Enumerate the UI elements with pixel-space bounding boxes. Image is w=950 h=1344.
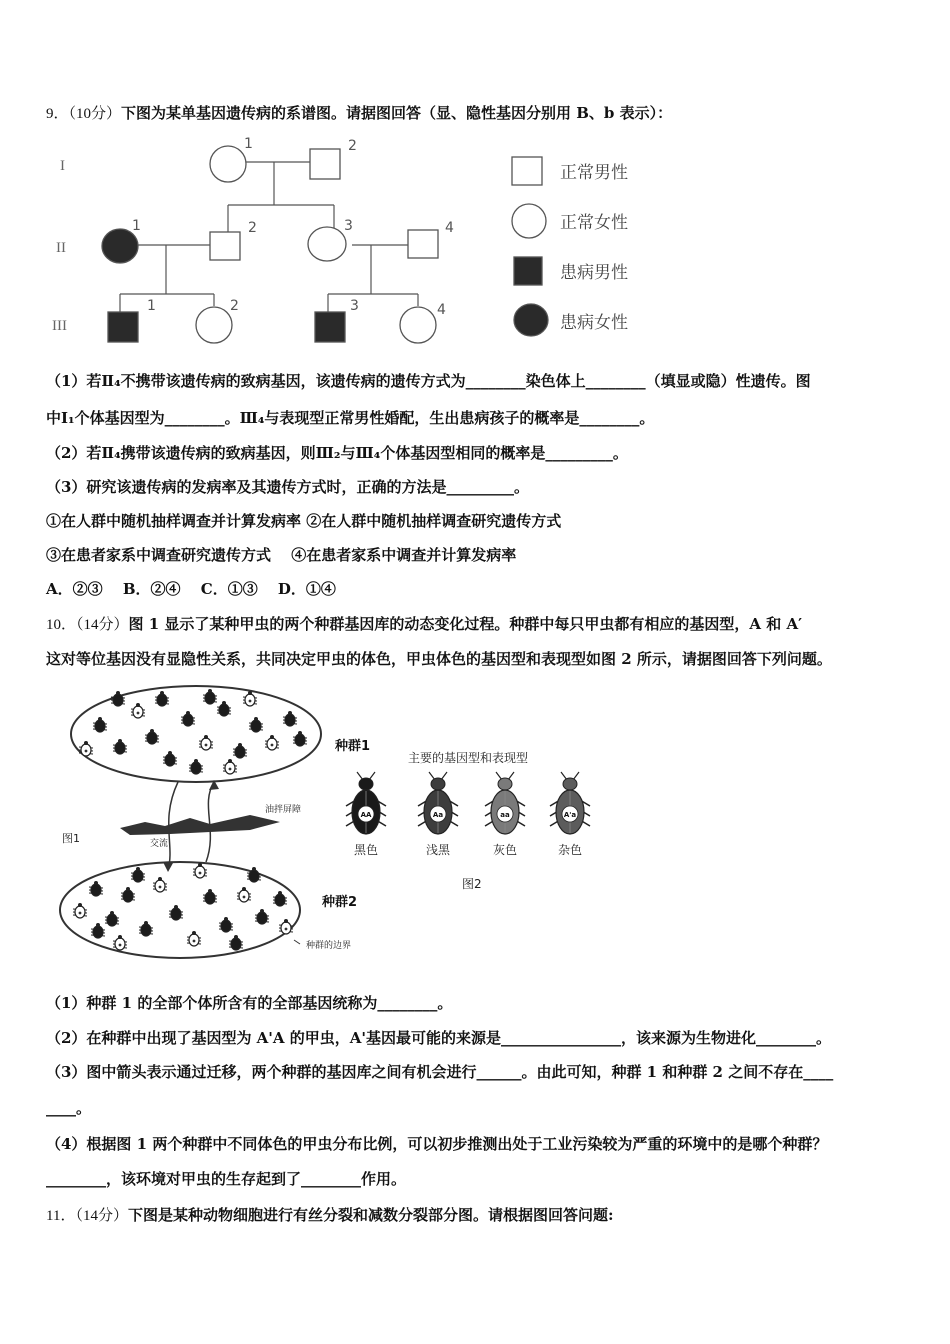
fig2-beetle-4 — [550, 772, 590, 857]
legend-normal-female: 正常女性 — [560, 213, 628, 233]
III3-male-affected — [315, 312, 345, 342]
q11-stem: 下图是某种动物细胞进行有丝分裂和减数分裂部分图。请根据图回答问题: — [127, 1206, 614, 1224]
gen-label-III: III — [52, 318, 67, 334]
q9-line-1: （1）若Ⅱ₄不携带该遗传病的致病基因，该遗传病的遗传方式为________染色体上________（填显或隐）性遗传。图 — [46, 372, 811, 390]
phenotype-label: 杂色 — [557, 843, 583, 857]
q9-line-5: ①在人群中随机抽样调查并计算发病率 ②在人群中随机抽样调查研究遗传方式 — [46, 512, 562, 530]
fig2-beetles — [346, 772, 590, 857]
genotype-label: A'a — [563, 811, 577, 819]
II2-label: 2 — [248, 220, 257, 236]
q10-line-2: （2）在种群中出现了基因型为 A'A 的甲虫，A'基因最可能的来源是________________，该来源为生物进化________。 — [46, 1029, 831, 1047]
III2-female-normal — [196, 307, 232, 343]
gen-label-II: II — [56, 240, 66, 256]
legend-normal-male-symbol — [512, 157, 542, 185]
III3-label: 3 — [350, 298, 359, 314]
II1-female-affected — [102, 229, 138, 263]
q9-line-6: ③在患者家系中调查研究遗传方式 ④在患者家系中调查并计算发病率 — [46, 546, 517, 564]
q10-number: 10． — [46, 617, 77, 633]
pop1-label: 种群1 — [335, 739, 371, 754]
genotype-label: AA — [360, 811, 372, 819]
III4-label: 4 — [437, 302, 446, 318]
q10-line-3-cont: ____。 — [46, 1099, 92, 1117]
q11-number: 11． — [46, 1208, 76, 1224]
q9-stem: 下图为某单基因遗传病的系谱图。请据图回答（显、隐性基因分别用 B、b 表示）： — [121, 104, 673, 122]
legend-affected-male: 患病男性 — [560, 263, 628, 283]
q11-score: （14分） — [75, 1208, 128, 1224]
q10-line-5: ________，该环境对甲虫的生存起到了________作用。 — [46, 1170, 407, 1188]
II3-female-normal — [308, 227, 346, 261]
I1-female-normal — [210, 146, 246, 182]
q9-line-3: （2）若Ⅱ₄携带该遗传病的致病基因，则Ⅲ₂与Ⅲ₄个体基因型相同的概率是_________。 — [46, 444, 628, 462]
q10-stem-1: 图 1 显示了某种甲虫的两个种群基因库的动态变化过程。种群中每只甲虫都有相应的基因型，A 和 A′ — [128, 615, 803, 633]
I2-label: 2 — [348, 138, 357, 154]
q10-line-3: （3）图中箭头表示通过迁移，两个种群的基因库之间有机会进行______。由此可知，种群 1 和种群 2 之间不存在____ — [46, 1063, 834, 1081]
fig2-beetle-1 — [346, 772, 386, 857]
boundary-label: 种群的边界 — [306, 941, 352, 951]
I1-label: 1 — [244, 136, 253, 152]
phenotype-label: 灰色 — [492, 843, 518, 857]
q9-line-4: （3）研究该遗传病的发病率及其遗传方式时，正确的方法是_________。 — [46, 478, 529, 496]
phenotype-label: 浅黑 — [425, 843, 451, 857]
beetle-figure — [0, 680, 950, 970]
fig2-title: 主要的基因型和表现型 — [408, 751, 529, 765]
q10-score: （14分） — [76, 617, 129, 633]
II2-male-normal — [210, 232, 240, 260]
fig2-label: 图2 — [462, 877, 482, 891]
III2-label: 2 — [230, 298, 239, 314]
fig1-label: 图1 — [62, 832, 80, 845]
gen-label-I: I — [60, 158, 65, 174]
barrier-label: 油拌屏障 — [265, 805, 302, 815]
exchange-arrow-up — [206, 782, 214, 862]
III1-label: 1 — [147, 298, 156, 314]
fig2-beetle-2 — [418, 772, 458, 857]
III4-female-normal — [400, 307, 436, 343]
geographic-barrier — [120, 815, 280, 835]
legend-affected-female-symbol — [514, 304, 548, 336]
pedigree-chart — [0, 135, 950, 355]
genotype-label: aa — [500, 811, 510, 819]
genotype-label: Aa — [432, 811, 444, 819]
legend-normal-female-symbol — [512, 204, 546, 238]
pop2-label: 种群2 — [322, 895, 358, 910]
fig2-beetle-3 — [485, 772, 525, 857]
legend-affected-male-symbol — [514, 257, 542, 285]
q10-header — [46, 613, 802, 634]
q9-line-2: 中Ⅰ₁个体基因型为________。Ⅲ₄与表现型正常男性婚配，生出患病孩子的概率是________。 — [46, 409, 655, 427]
q9-score: （10分） — [68, 106, 122, 122]
q10-line-4: （4）根据图 1 两个种群中不同体色的甲虫分布比例，可以初步推测出处于工业污染较为严重的环境中的是哪个种群？ — [46, 1135, 828, 1153]
I2-male-normal — [310, 149, 340, 179]
phenotype-label: 黑色 — [353, 843, 379, 857]
q9-header — [46, 102, 672, 123]
legend-normal-male: 正常男性 — [560, 163, 628, 183]
q10-stem-2: 这对等位基因没有显隐性关系，共同决定甲虫的体色，甲虫体色的基因型和表现型如图 2 所示，请据图回答下列问题。 — [46, 650, 832, 668]
q11-header — [46, 1204, 614, 1225]
II1-label: 1 — [132, 218, 141, 234]
q9-options: A．②③ B．②④ C．①③ D．①④ — [46, 580, 336, 598]
II4-label: 4 — [445, 220, 454, 236]
legend-affected-female: 患病女性 — [560, 313, 628, 333]
q10-line-1: （1）种群 1 的全部个体所含有的全部基因统称为________。 — [46, 994, 453, 1012]
q9-number: 9． — [46, 106, 69, 122]
III1-male-affected — [108, 312, 138, 342]
II4-male-normal — [408, 230, 438, 258]
II3-label: 3 — [344, 218, 353, 234]
exchange-label: 交流 — [150, 839, 169, 849]
